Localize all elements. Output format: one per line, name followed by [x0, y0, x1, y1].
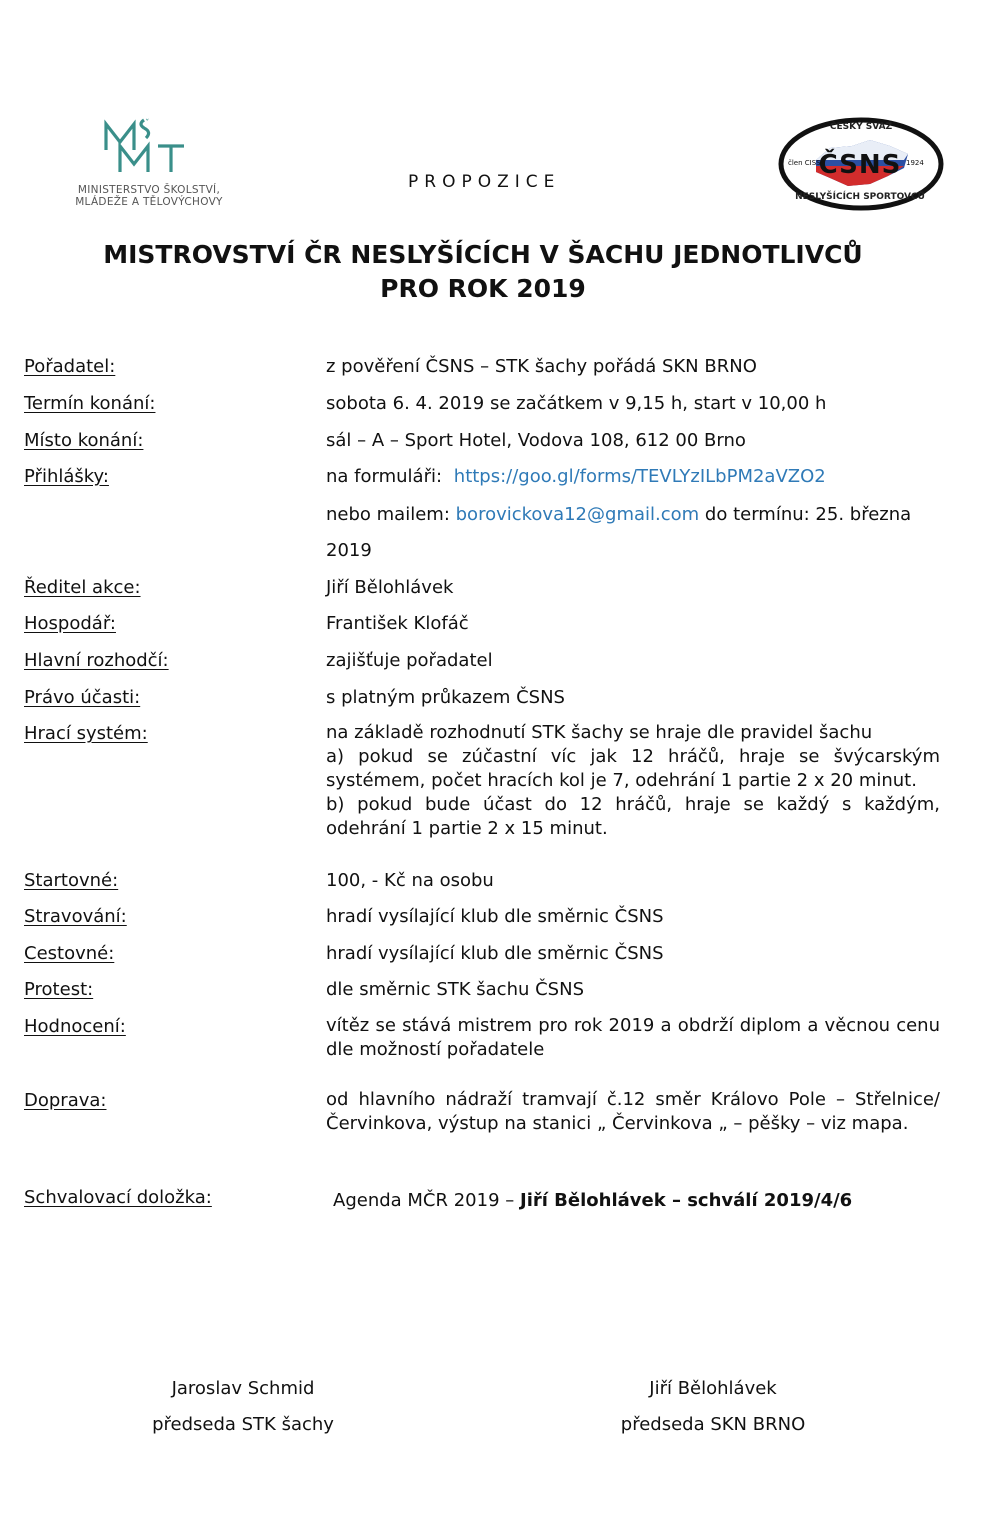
value-doprava: od hlavního nádraží tramvají č.12 směr Královo Pole – Střelnice/Červinkova, výstup na stanici „ Červinkova „ – pěšky – viz mapa. — [326, 1089, 940, 1134]
label-poradatel: Pořadatel: — [24, 356, 116, 377]
mail-prefix: nebo mailem: — [326, 504, 450, 525]
value-reditel: Jiří Bělohlávek — [326, 577, 454, 598]
signature-left-name: Jaroslav Schmid — [171, 1378, 315, 1399]
label-pravo: Právo účasti: — [24, 687, 141, 708]
msmt-logo — [50, 116, 240, 214]
label-schvalovaci: Schvalovací doložka: — [24, 1187, 212, 1208]
label-rozhodci: Hlavní rozhodčí: — [24, 650, 169, 671]
value-system — [326, 721, 940, 841]
label-protest: Protest: — [24, 979, 94, 1000]
label-prihlasky: Přihlášky: — [24, 466, 109, 487]
label-termin: Termín konání: — [24, 393, 156, 414]
label-hospodar: Hospodář: — [24, 613, 116, 634]
label-startovne: Startovné: — [24, 870, 119, 891]
csns-logo-left-text: člen CISS — [788, 159, 821, 167]
value-pravo: s platným průkazem ČSNS — [326, 687, 565, 708]
label-system: Hrací systém: — [24, 723, 148, 744]
csns-logo-bottom-text: NESLYŠÍCÍCH SPORTOVCŮ — [795, 192, 925, 202]
value-rozhodci: zajišťuje pořadatel — [326, 650, 493, 671]
label-stravovani: Stravování: — [24, 906, 127, 927]
csns-logo-right-text: 1924 — [906, 159, 924, 167]
value-hospodar: František Klofáč — [326, 613, 469, 634]
csns-logo-top-text: ČESKÝ SVAZ — [829, 122, 893, 132]
value-poradatel: z pověření ČSNS – STK šachy pořádá SKN BRNO — [326, 356, 757, 377]
value-stravovani: hradí vysílající klub dle směrnic ČSNS — [326, 906, 664, 927]
page-title-line1: MISTROVSTVÍ ČR NESLYŠÍCÍCH V ŠACHU JEDNOTLIVCŮ — [103, 240, 863, 269]
msmt-logo-text — [58, 184, 240, 208]
value-termin: sobota 6. 4. 2019 se začátkem v 9,15 h, start v 10,00 h — [326, 393, 827, 414]
value-misto: sál – A – Sport Hotel, Vodova 108, 612 00 Brno — [326, 430, 746, 451]
approval-prefix: Agenda MČR 2019 – — [333, 1190, 515, 1211]
msmt-logo-mark — [100, 116, 190, 174]
form-prefix: na formuláři: — [326, 466, 443, 487]
value-cestovne: hradí vysílající klub dle směrnic ČSNS — [326, 943, 664, 964]
label-hodnoceni: Hodnocení: — [24, 1016, 126, 1037]
page-title-line2: PRO ROK 2019 — [380, 274, 586, 303]
signature-right-name: Jiří Bělohlávek — [649, 1378, 777, 1399]
csns-logo-center-text: ČSNS — [818, 150, 902, 180]
label-reditel: Ředitel akce: — [24, 577, 141, 598]
label-cestovne: Cestovné: — [24, 943, 115, 964]
value-hodnoceni: vítěz se stává mistrem pro rok 2019 a obdrží diplom a věcnou cenu dle možností pořadatele — [326, 1015, 940, 1060]
signature-right-role: předseda SKN BRNO — [620, 1414, 806, 1435]
system-line1: na základě rozhodnutí STK šachy se hraje dle pravidel šachu — [326, 722, 873, 743]
signature-left-role: předseda STK šachy — [152, 1414, 334, 1435]
value-schvalovaci — [333, 1190, 852, 1211]
label-doprava: Doprava: — [24, 1090, 107, 1111]
svg-text:ˇ: ˇ — [145, 119, 150, 129]
form-link[interactable]: https://goo.gl/forms/TEVLYzILbPM2aVZO2 — [453, 466, 826, 487]
value-prihlasky-form — [326, 466, 826, 487]
system-option-a: a) pokud se zúčastní víc jak 12 hráčů, hraje se švýcarským systémem, počet hracích kol je 7, odehrání 1 partie 2 x 20 minut. — [326, 746, 940, 791]
msmt-line2: MLÁDEŽE A TĚLOVÝCHOVY — [75, 196, 223, 208]
value-prihlasky-year: 2019 — [326, 540, 372, 561]
label-misto: Místo konání: — [24, 430, 144, 451]
mail-suffix: do termínu: 25. března — [704, 504, 912, 525]
system-option-b: b) pokud bude účast do 12 hráčů, hraje se každý s každým, odehrání 1 partie 2 x 15 minut. — [326, 794, 940, 839]
value-startovne: 100, - Kč na osobu — [326, 870, 494, 891]
propozice-heading: PROPOZICE — [408, 172, 561, 192]
msmt-line1: MINISTERSTVO ŠKOLSTVÍ, — [77, 184, 221, 196]
mail-link[interactable]: borovickova12@gmail.com — [455, 504, 700, 525]
approval-bold: Jiří Bělohlávek – schválí 2019/4/6 — [520, 1190, 853, 1211]
value-protest: dle směrnic STK šachu ČSNS — [326, 979, 584, 1000]
value-prihlasky-mail — [326, 504, 911, 525]
